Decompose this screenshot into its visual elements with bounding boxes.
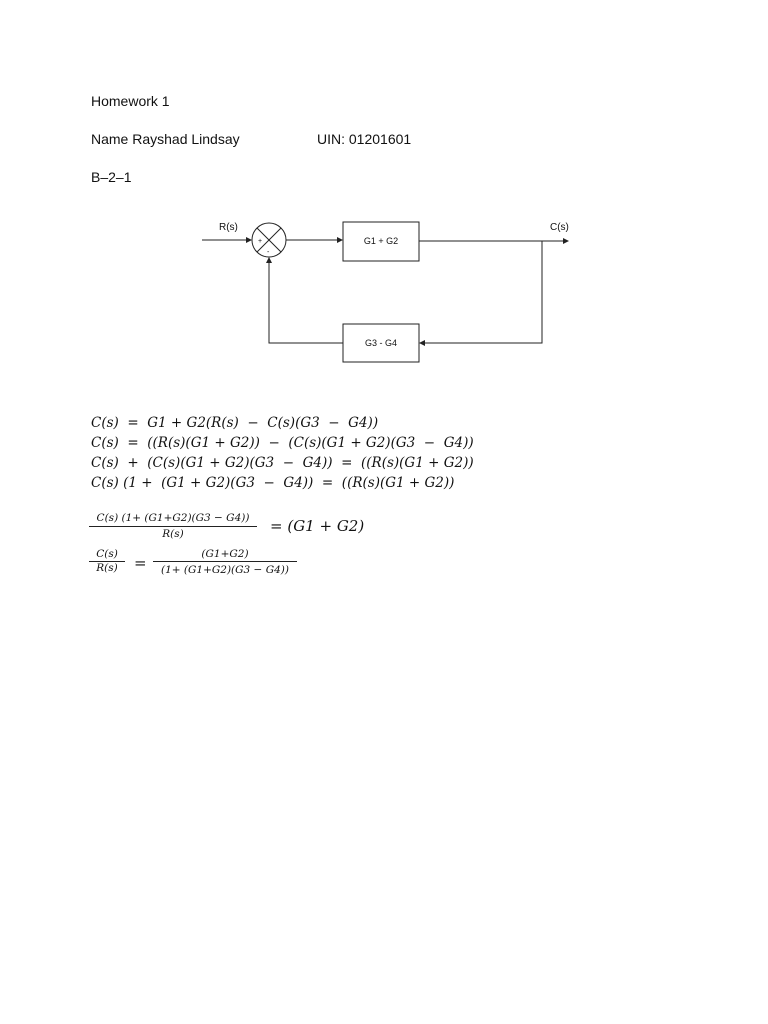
fraction-1-numerator: C(s) (1+ (G1+G2)(G3 − G4)) (96, 512, 250, 524)
problem-number: B–2–1 (91, 169, 132, 185)
output-label: C(s) (550, 222, 569, 233)
equation-3: C(s) + (C(s)(G1 + G2)(G3 − G4)) = ((R(s)(G1 + G2)) (91, 455, 474, 471)
sum-minus-sign: - (267, 249, 270, 256)
equals-sign: = (134, 554, 147, 572)
fraction-1 (89, 512, 257, 541)
feedback-path-return (269, 258, 343, 343)
fraction-3-denominator: (1+ (G1+G2)(G3 − G4)) (161, 564, 289, 576)
block-diagram (0, 0, 768, 400)
student-name: Name Rayshad Lindsay (91, 131, 240, 147)
feedback-path-down (420, 241, 542, 343)
student-uin: UIN: 01201601 (317, 131, 412, 147)
equation-1: C(s) = G1 + G2(R(s) − C(s)(G3 − G4)) (91, 415, 379, 431)
document-title: Homework 1 (91, 93, 170, 109)
fraction-3-numerator: (G1+G2) (201, 548, 249, 560)
fraction-2-numerator: C(s) (96, 548, 118, 560)
equation-2: C(s) = ((R(s)(G1 + G2)) − (C(s)(G1 + G2)(G3 − G4)) (91, 435, 474, 451)
input-label: R(s) (219, 222, 238, 233)
fraction-1-denominator: R(s) (162, 528, 184, 540)
fraction-3 (153, 548, 297, 577)
feedback-block-label: G3 - G4 (364, 338, 398, 348)
fraction-2-denominator: R(s) (96, 562, 118, 574)
sum-plus-sign: + (258, 238, 263, 245)
equation-5-rhs: = (G1 + G2) (270, 517, 365, 535)
fraction-2 (89, 548, 125, 575)
forward-block-label: G1 + G2 (363, 236, 399, 246)
equation-4: C(s) (1 + (G1 + G2)(G3 − G4)) = ((R(s)(G1 + G2)) (91, 475, 455, 491)
